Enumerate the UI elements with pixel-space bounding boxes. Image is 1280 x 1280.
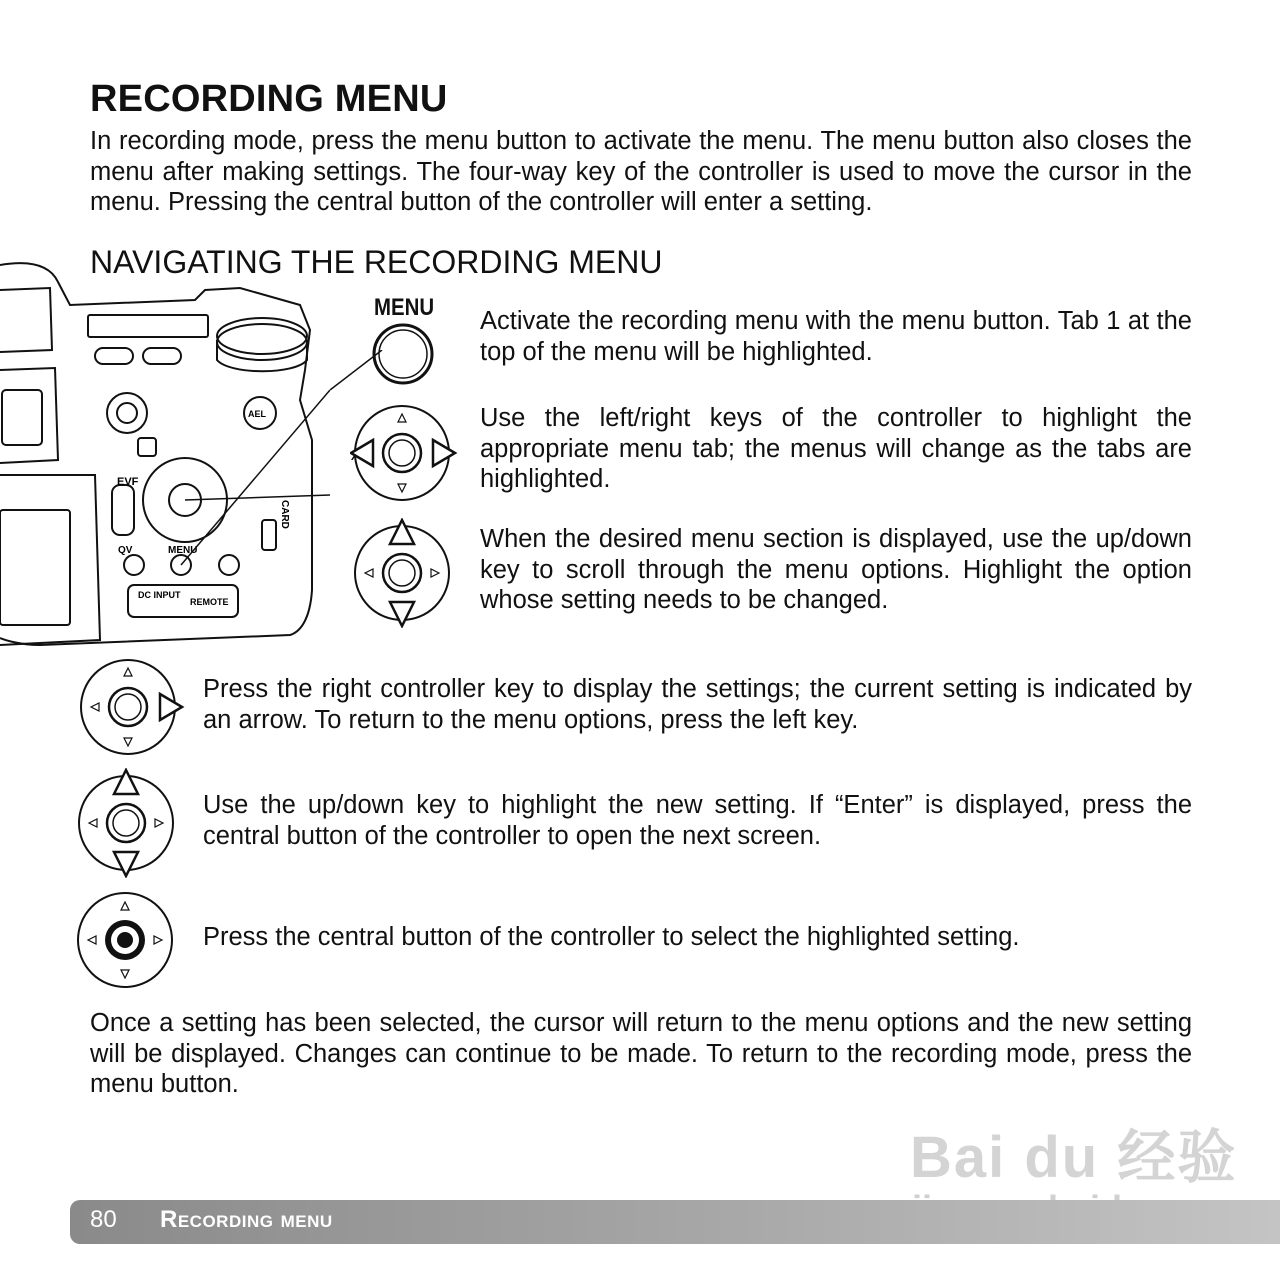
camera-illustration [0, 260, 330, 655]
qv-label: QV [118, 545, 133, 556]
outro-paragraph: Once a setting has been selected, the cursor will return to the menu options and the new setting will be displayed. Changes can continue to be made. To return to the recording mode, press the menu button. [90, 1009, 1192, 1098]
dc-input-label: DC INPUT [138, 590, 181, 600]
card-label: CARD [279, 500, 290, 529]
watermark-logo: Bai du 经验 [910, 1125, 1238, 1190]
page-number: 80 [90, 1206, 117, 1233]
remote-label: REMOTE [190, 597, 229, 607]
ael-label: AEL [248, 409, 266, 419]
step-2-text: Use the left/right keys of the controller to highlight the appropriate menu tab; the menus will change as the tabs are highlighted. [480, 404, 1192, 493]
step-4-text: Press the right controller key to display the settings; the current setting is indicated by an arrow. To return to the menu options, press the left key. [203, 675, 1192, 734]
controller-left-right-icon [350, 402, 458, 504]
section-subtitle: NAVIGATING THE RECORDING MENU [90, 244, 663, 280]
step-1-text: Activate the recording menu with the menu button. Tab 1 at the top of the menu will be highlighted. [480, 307, 1192, 366]
step-5-text: Use the up/down key to highlight the new setting. If “Enter” is displayed, press the central button of the controller to open the next screen. [203, 791, 1192, 850]
page-title: RECORDING MENU [90, 78, 448, 120]
controller-center-icon [76, 890, 176, 990]
step-3-text: When the desired menu section is displayed, use the up/down key to scroll through the menu options. Highlight the option whose setting needs to be changed. [480, 525, 1192, 614]
controller-up-down-icon-2 [76, 768, 184, 878]
evf-label: EVF [117, 476, 139, 488]
menu-button-label: MENU [374, 294, 435, 321]
step-6-text: Press the central button of the controller to select the highlighted setting. [203, 923, 1020, 951]
footer-section-title: Recording menu [160, 1206, 333, 1233]
camera-menu-label: MENU [168, 545, 198, 556]
controller-right-icon [76, 656, 186, 758]
intro-paragraph: In recording mode, press the menu button to activate the menu. The menu button also closes the menu after making settings. The four-way key of the controller is used to move the cursor in the menu. Pressing the central button of the controller will enter a setting. [90, 127, 1192, 216]
controller-up-down-icon [350, 518, 458, 628]
menu-button-icon [371, 322, 435, 386]
